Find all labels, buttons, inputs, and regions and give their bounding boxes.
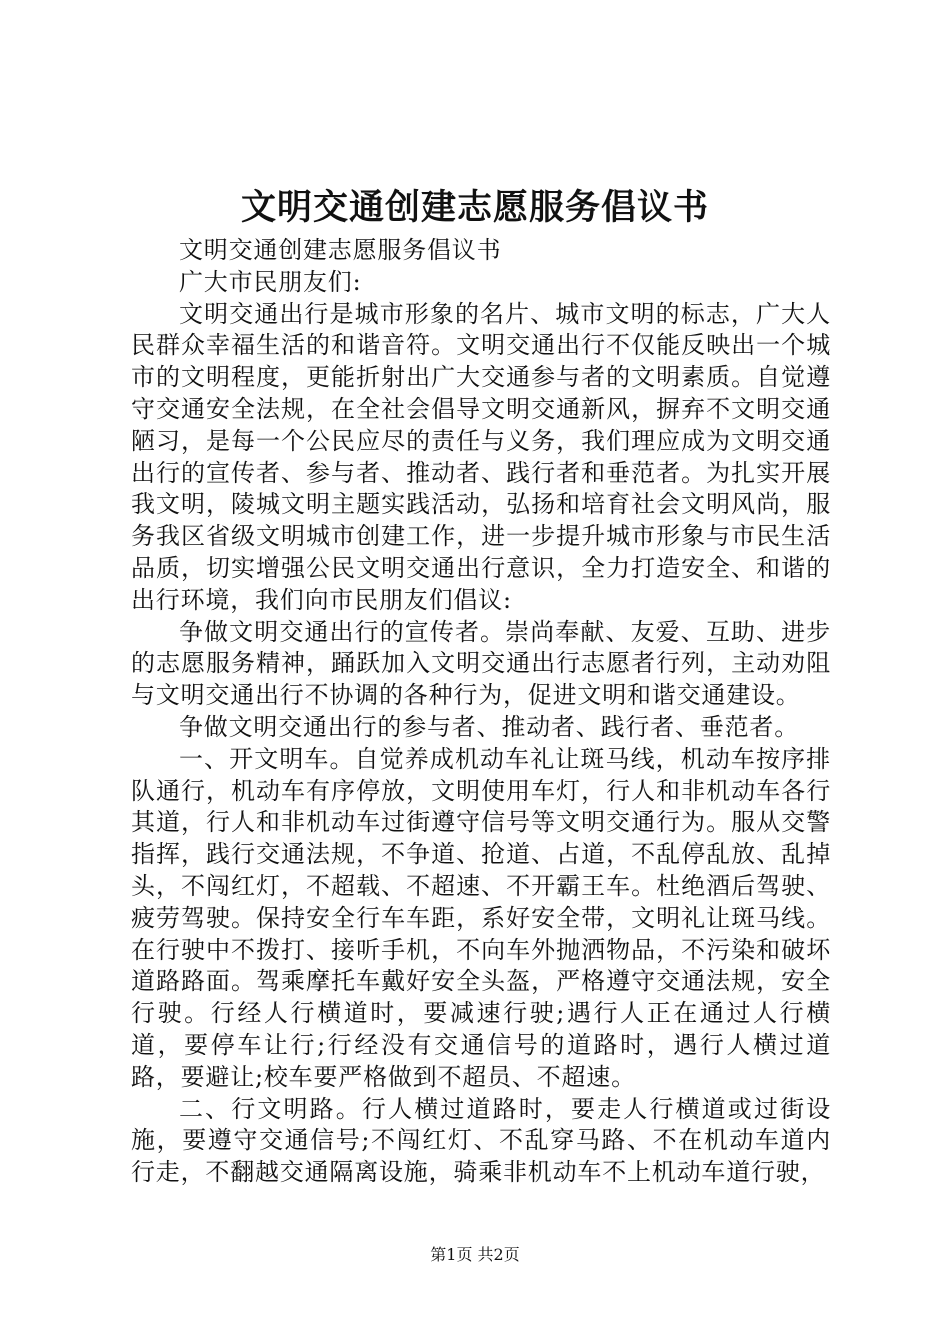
page-number-footer: 第1页 共2页 [430, 1245, 520, 1264]
document-title: 文明交通创建志愿服务倡议书 [240, 187, 709, 228]
body-paragraph: 广大市民朋友们: [179, 267, 362, 296]
body-paragraph: 争做文明交通出行的宣传者。崇尚奉献、友爱、互助、进步的志愿服务精神，踊跃加入文明交通出行志愿者行列，主动劝阻与文明交通出行不协调的各种行为，促进文明和谐交通建设。 [131, 617, 831, 710]
body-paragraph: 文明交通出行是城市形象的名片、城市文明的标志，广大人民群众幸福生活的和谐音符。文明交通出行不仅能反映出一个城市的文明程度，更能折射出广大交通参与者的文明素质。自觉遵守交通安全法规，在全社会倡导文明交通新风，摒弃不文明交通陋习，是每一个公民应尽的责任与义务，我们理应成为文明交通出行的宣传者、参与者、推动者、践行者和垂范者。为扎实开展我文明，陵城文明主题实践活动，弘扬和培育社会文明风尚，服务我区省级文明城市创建工作，进一步提升城市形象与市民生活品质，切实增强公民文明交通出行意识，全力打造安全、和谐的出行环境，我们向市民朋友们倡议: [131, 299, 831, 614]
body-paragraph: 一、开文明车。自觉养成机动车礼让斑马线，机动车按序排队通行，机动车有序停放，文明使用车灯，行人和非机动车各行其道，行人和非机动车过街遵守信号等文明交通行为。服从交警指挥，践行交通法规，不争道、抢道、占道，不乱停乱放、乱掉头，不闯红灯，不超载、不超速、不开霸王车。杜绝酒后驾驶、疲劳驾驶。保持安全行车车距，系好安全带，文明礼让斑马线。在行驶中不拨打、接听手机，不向车外抛洒物品，不污染和破坏道路路面。驾乘摩托车戴好安全头盔，严格遵守交通法规，安全行驶。行经人行横道时，要减速行驶;遇行人正在通过人行横道，要停车让行;行经没有交通信号的道路时，遇行人横过道路，要避让;校车要严格做到不超员、不超速。 [131, 744, 831, 1091]
body-paragraph: 争做文明交通出行的参与者、推动者、践行者、垂范者。 [179, 712, 799, 741]
document-body [131, 235, 831, 1189]
body-paragraph: 二、行文明路。行人横过道路时，要走人行横道或过街设施，要遵守交通信号;不闯红灯、不乱穿马路、不在机动车道内行走，不翻越交通隔离设施，骑乘非机动车不上机动车道行驶， [131, 1094, 831, 1187]
body-paragraph: 文明交通创建志愿服务倡议书 [179, 236, 502, 264]
